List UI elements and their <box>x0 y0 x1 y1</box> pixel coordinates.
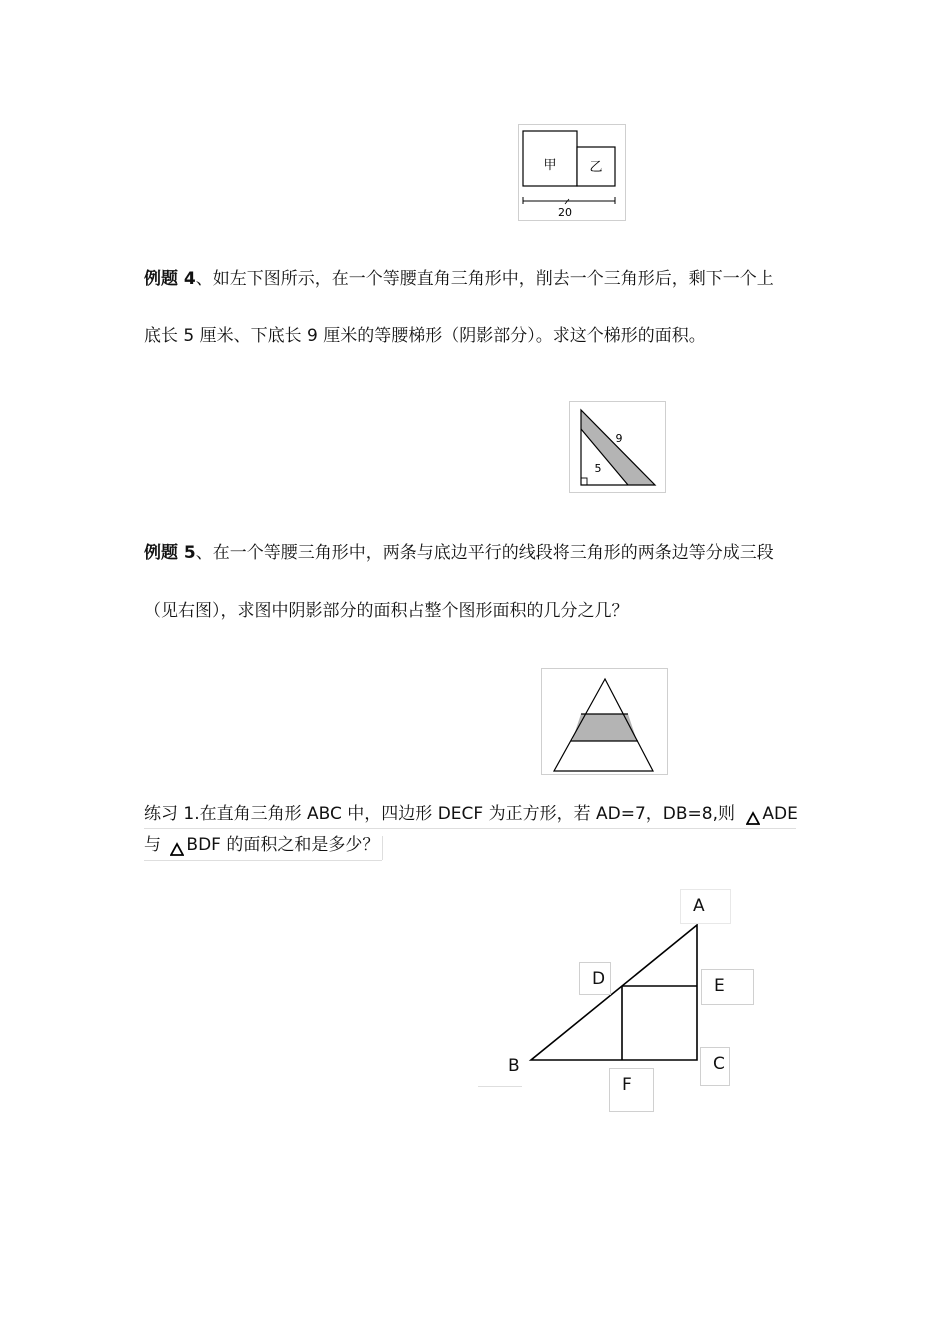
point-label-b: B <box>495 1049 528 1086</box>
right-angle-mark <box>581 478 587 485</box>
point-label-d: D <box>579 962 611 995</box>
label-five: 5 <box>594 462 602 475</box>
trapezoid-diagram <box>570 402 665 492</box>
text-rule-1 <box>144 828 796 829</box>
example5-line1 <box>144 542 774 564</box>
isosceles-diagram <box>542 669 667 774</box>
squares-diagram <box>519 125 625 220</box>
example4-line2: 底长 5 厘米、下底长 9 厘米的等腰梯形（阴影部分）。求这个梯形的面积。 <box>144 326 706 346</box>
triangle-symbol-icon <box>170 842 184 856</box>
example5-text1: 、在一个等腰三角形中，两条与底边平行的线段将三角形的两条边等分成三段 <box>195 543 774 563</box>
exercise1-text2-tail: BDF 的面积之和是多少？ <box>186 835 380 855</box>
exercise1-text1: 练习 1.在直角三角形 ABC 中，四边形 DECF 为正方形，若 AD=7，DB=8,则 <box>144 804 735 824</box>
figure-squares <box>518 124 626 221</box>
example4-line1 <box>144 268 774 290</box>
example4-text1: 、如左下图所示，在一个等腰直角三角形中，削去一个三角形后，剩下一个上 <box>195 269 774 289</box>
point-label-c: C <box>700 1047 730 1086</box>
triangle-abc <box>531 925 697 1060</box>
example5-heading: 例题 5 <box>144 543 196 563</box>
dimension-label: 20 <box>558 206 572 219</box>
point-label-e: E <box>701 969 754 1005</box>
label-nine: 9 <box>615 432 623 445</box>
example4-heading: 例题 4 <box>144 269 196 289</box>
figure-trapezoid <box>569 401 666 493</box>
figure-isosceles-triangle <box>541 668 668 775</box>
label-jia: 甲 <box>543 158 557 173</box>
label-yi: 乙 <box>589 160 603 175</box>
point-label-a: A <box>680 889 731 924</box>
triangle-symbol-icon <box>746 811 760 825</box>
example5-line2: （见右图），求图中阴影部分的面积占整个图形面积的几分之几？ <box>144 601 629 621</box>
shaded-band <box>572 714 637 741</box>
exercise1-line1 <box>144 803 798 825</box>
point-label-f: F <box>609 1068 654 1112</box>
label-b-underline <box>478 1086 522 1087</box>
exercise1-text2-head: 与 <box>144 835 161 855</box>
text-rule-2-end <box>382 836 383 860</box>
text-rule-2 <box>144 860 382 861</box>
exercise1-line2 <box>144 834 379 856</box>
exercise1-text1-tail: ADE <box>762 804 798 824</box>
